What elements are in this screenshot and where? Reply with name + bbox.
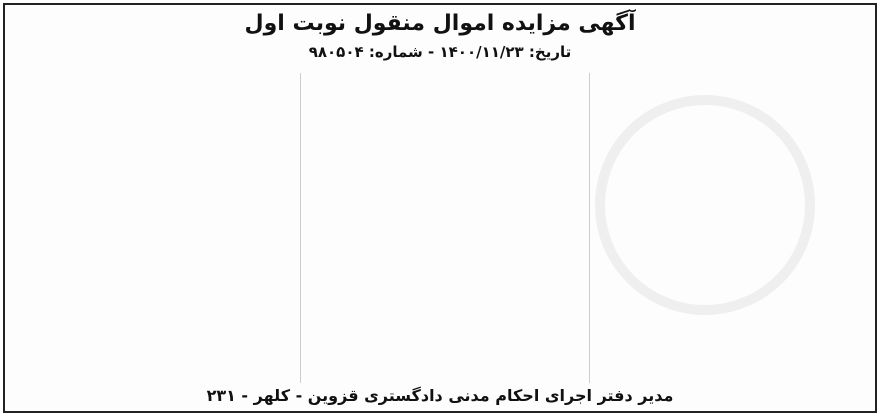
column-middle bbox=[300, 73, 578, 383]
notice-date-number: تاریخ: ۱۴۰۰/۱۱/۲۳ - شماره: ۹۸۰۵۰۴ bbox=[308, 43, 572, 61]
auction-notice bbox=[3, 3, 877, 413]
column-right bbox=[589, 73, 867, 383]
notice-signature: مدیر دفتر اجرای احکام مدنی دادگستری قزوین - کلهر - ۲۳۱ bbox=[206, 386, 674, 405]
notice-body bbox=[13, 73, 867, 383]
column-left bbox=[13, 73, 290, 383]
notice-title: آگهی مزایده اموال منقول نوبت اول bbox=[244, 11, 636, 36]
